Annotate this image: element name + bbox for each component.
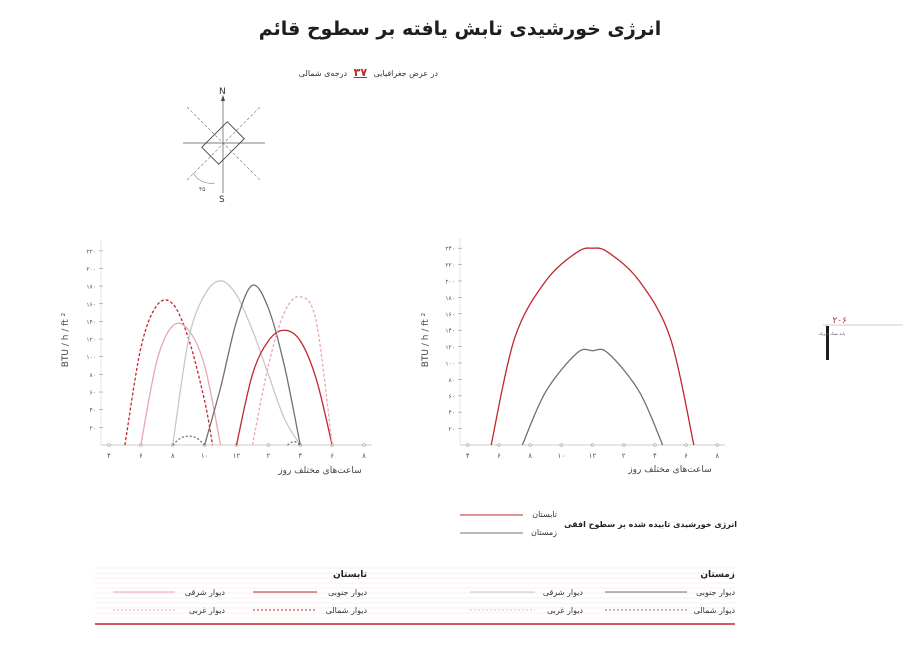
- right-y-axis-label: BTU / h / ft ²: [421, 312, 431, 368]
- x-tick-label: ۲: [621, 452, 626, 460]
- left-x-axis-label: ساعت‌های مختلف روز: [278, 466, 362, 476]
- subtitle-suffix: درجه‌ی شمالی: [298, 69, 348, 78]
- x-tick-label: ۱۰: [200, 452, 209, 460]
- right-chart-legend: [455, 505, 745, 541]
- page-title: انرژی خورشیدی تابش یافته بر سطوح قائم: [258, 18, 662, 40]
- page-number: ۲۰۶: [832, 316, 847, 326]
- x-tick-label: ۴: [652, 452, 657, 460]
- angle-label: ۴۵: [199, 186, 206, 193]
- series-line-winter-solid: [522, 349, 662, 445]
- series-line-summer-solid: [237, 330, 333, 445]
- bottom-legend: [95, 562, 740, 632]
- series-line-winter-light-dashed: [173, 436, 205, 445]
- y-tick-label: ۱۸۰: [86, 283, 96, 291]
- y-tick-label: ۱۲۰: [86, 336, 96, 344]
- y-tick-label: ۲۰: [89, 424, 96, 432]
- x-tick-label: ۸: [170, 452, 175, 460]
- y-tick-label: ۸۰: [448, 376, 455, 384]
- winter-east-label: دیوار شرقی: [542, 588, 583, 597]
- y-tick-label: ۱۰۰: [445, 360, 455, 368]
- left-y-axis-label: BTU / h / ft ²: [61, 312, 71, 368]
- orientation-compass: [175, 85, 275, 205]
- summer-north-label: دیوار شمالی: [325, 606, 367, 615]
- x-tick-label: ۶: [684, 452, 688, 460]
- x-tick-label: ۶: [330, 452, 335, 460]
- x-tick-label: ۱۲: [588, 452, 597, 460]
- x-tick-label: ۱۲: [232, 452, 241, 460]
- x-tick-label: ۸: [362, 452, 366, 460]
- angle-arc: [193, 173, 215, 183]
- series-line-winter-light-solid: [173, 281, 301, 445]
- series-line-summer-solid: [491, 248, 694, 445]
- y-tick-label: ۲۰۰: [86, 265, 96, 273]
- page-number-tab: [818, 312, 903, 362]
- y-tick-label: ۱۲۰: [445, 344, 455, 352]
- y-tick-label: ۲۲۰: [445, 262, 455, 270]
- y-tick-label: ۴۰: [448, 409, 455, 417]
- y-tick-label: ۴۰: [89, 407, 96, 415]
- y-tick-label: ۸۰: [89, 371, 96, 379]
- x-tick-label: ۱۰: [557, 452, 566, 460]
- winter-legend-title: زمستان: [700, 570, 735, 580]
- x-tick-label: ۲: [266, 452, 271, 460]
- latitude-value: ۳۷: [353, 66, 368, 79]
- y-tick-label: ۱۶۰: [86, 301, 96, 309]
- north-label: N: [219, 87, 226, 97]
- x-tick-label: ۸: [528, 452, 533, 460]
- south-label: S: [219, 195, 225, 205]
- legend-caption: انرژی خورشیدی تابیده شده بر سطوح افقی: [564, 520, 737, 529]
- x-tick-label: ۶: [138, 452, 143, 460]
- x-tick-label: ۴: [465, 452, 470, 460]
- summer-east-label: دیوار شرقی: [184, 588, 225, 597]
- right-x-axis-label: ساعت‌های مختلف روز: [628, 465, 712, 475]
- summer-south-label: دیوار جنوبی: [328, 588, 367, 597]
- series-line-summer-dashed: [125, 300, 213, 445]
- vertical-surfaces-chart: [60, 225, 390, 485]
- y-tick-label: ۱۴۰: [445, 327, 455, 335]
- x-tick-label: ۸: [715, 452, 720, 460]
- subtitle-prefix: در عرض جغرافیایی: [373, 69, 438, 78]
- legend-summer-label: تابستان: [532, 510, 557, 519]
- y-tick-label: ۱۰۰: [86, 354, 96, 362]
- y-tick-label: ۶۰: [89, 389, 96, 397]
- y-tick-label: ۱۸۰: [445, 294, 455, 302]
- horizontal-surface-chart: [420, 220, 740, 485]
- y-tick-label: ۲۴۰: [445, 245, 455, 253]
- y-tick-label: ۱۶۰: [445, 311, 455, 319]
- y-tick-label: ۱۴۰: [86, 318, 96, 326]
- y-tick-label: ۶۰: [448, 393, 455, 401]
- latitude-subtitle: [178, 66, 438, 79]
- y-tick-label: ۲۲۰: [86, 248, 96, 256]
- y-tick-label: ۲۰: [448, 426, 455, 434]
- page-caption: پایه سبک فیزیک: [818, 331, 845, 336]
- winter-north-label: دیوار شمالی: [693, 606, 735, 615]
- series-line-summer-light-dashed: [252, 296, 332, 445]
- y-tick-label: ۲۰۰: [445, 278, 455, 286]
- legend-winter-label: زمستان: [530, 528, 557, 537]
- winter-west-label: دیوار غربی: [546, 606, 583, 615]
- x-tick-label: ۴: [298, 452, 303, 460]
- x-tick-label: ۴: [107, 452, 111, 460]
- summer-legend-title: تابستان: [332, 570, 367, 580]
- summer-west-label: دیوار غربی: [188, 606, 225, 615]
- winter-south-label: دیوار جنوبی: [696, 588, 735, 597]
- x-tick-label: ۶: [497, 452, 501, 460]
